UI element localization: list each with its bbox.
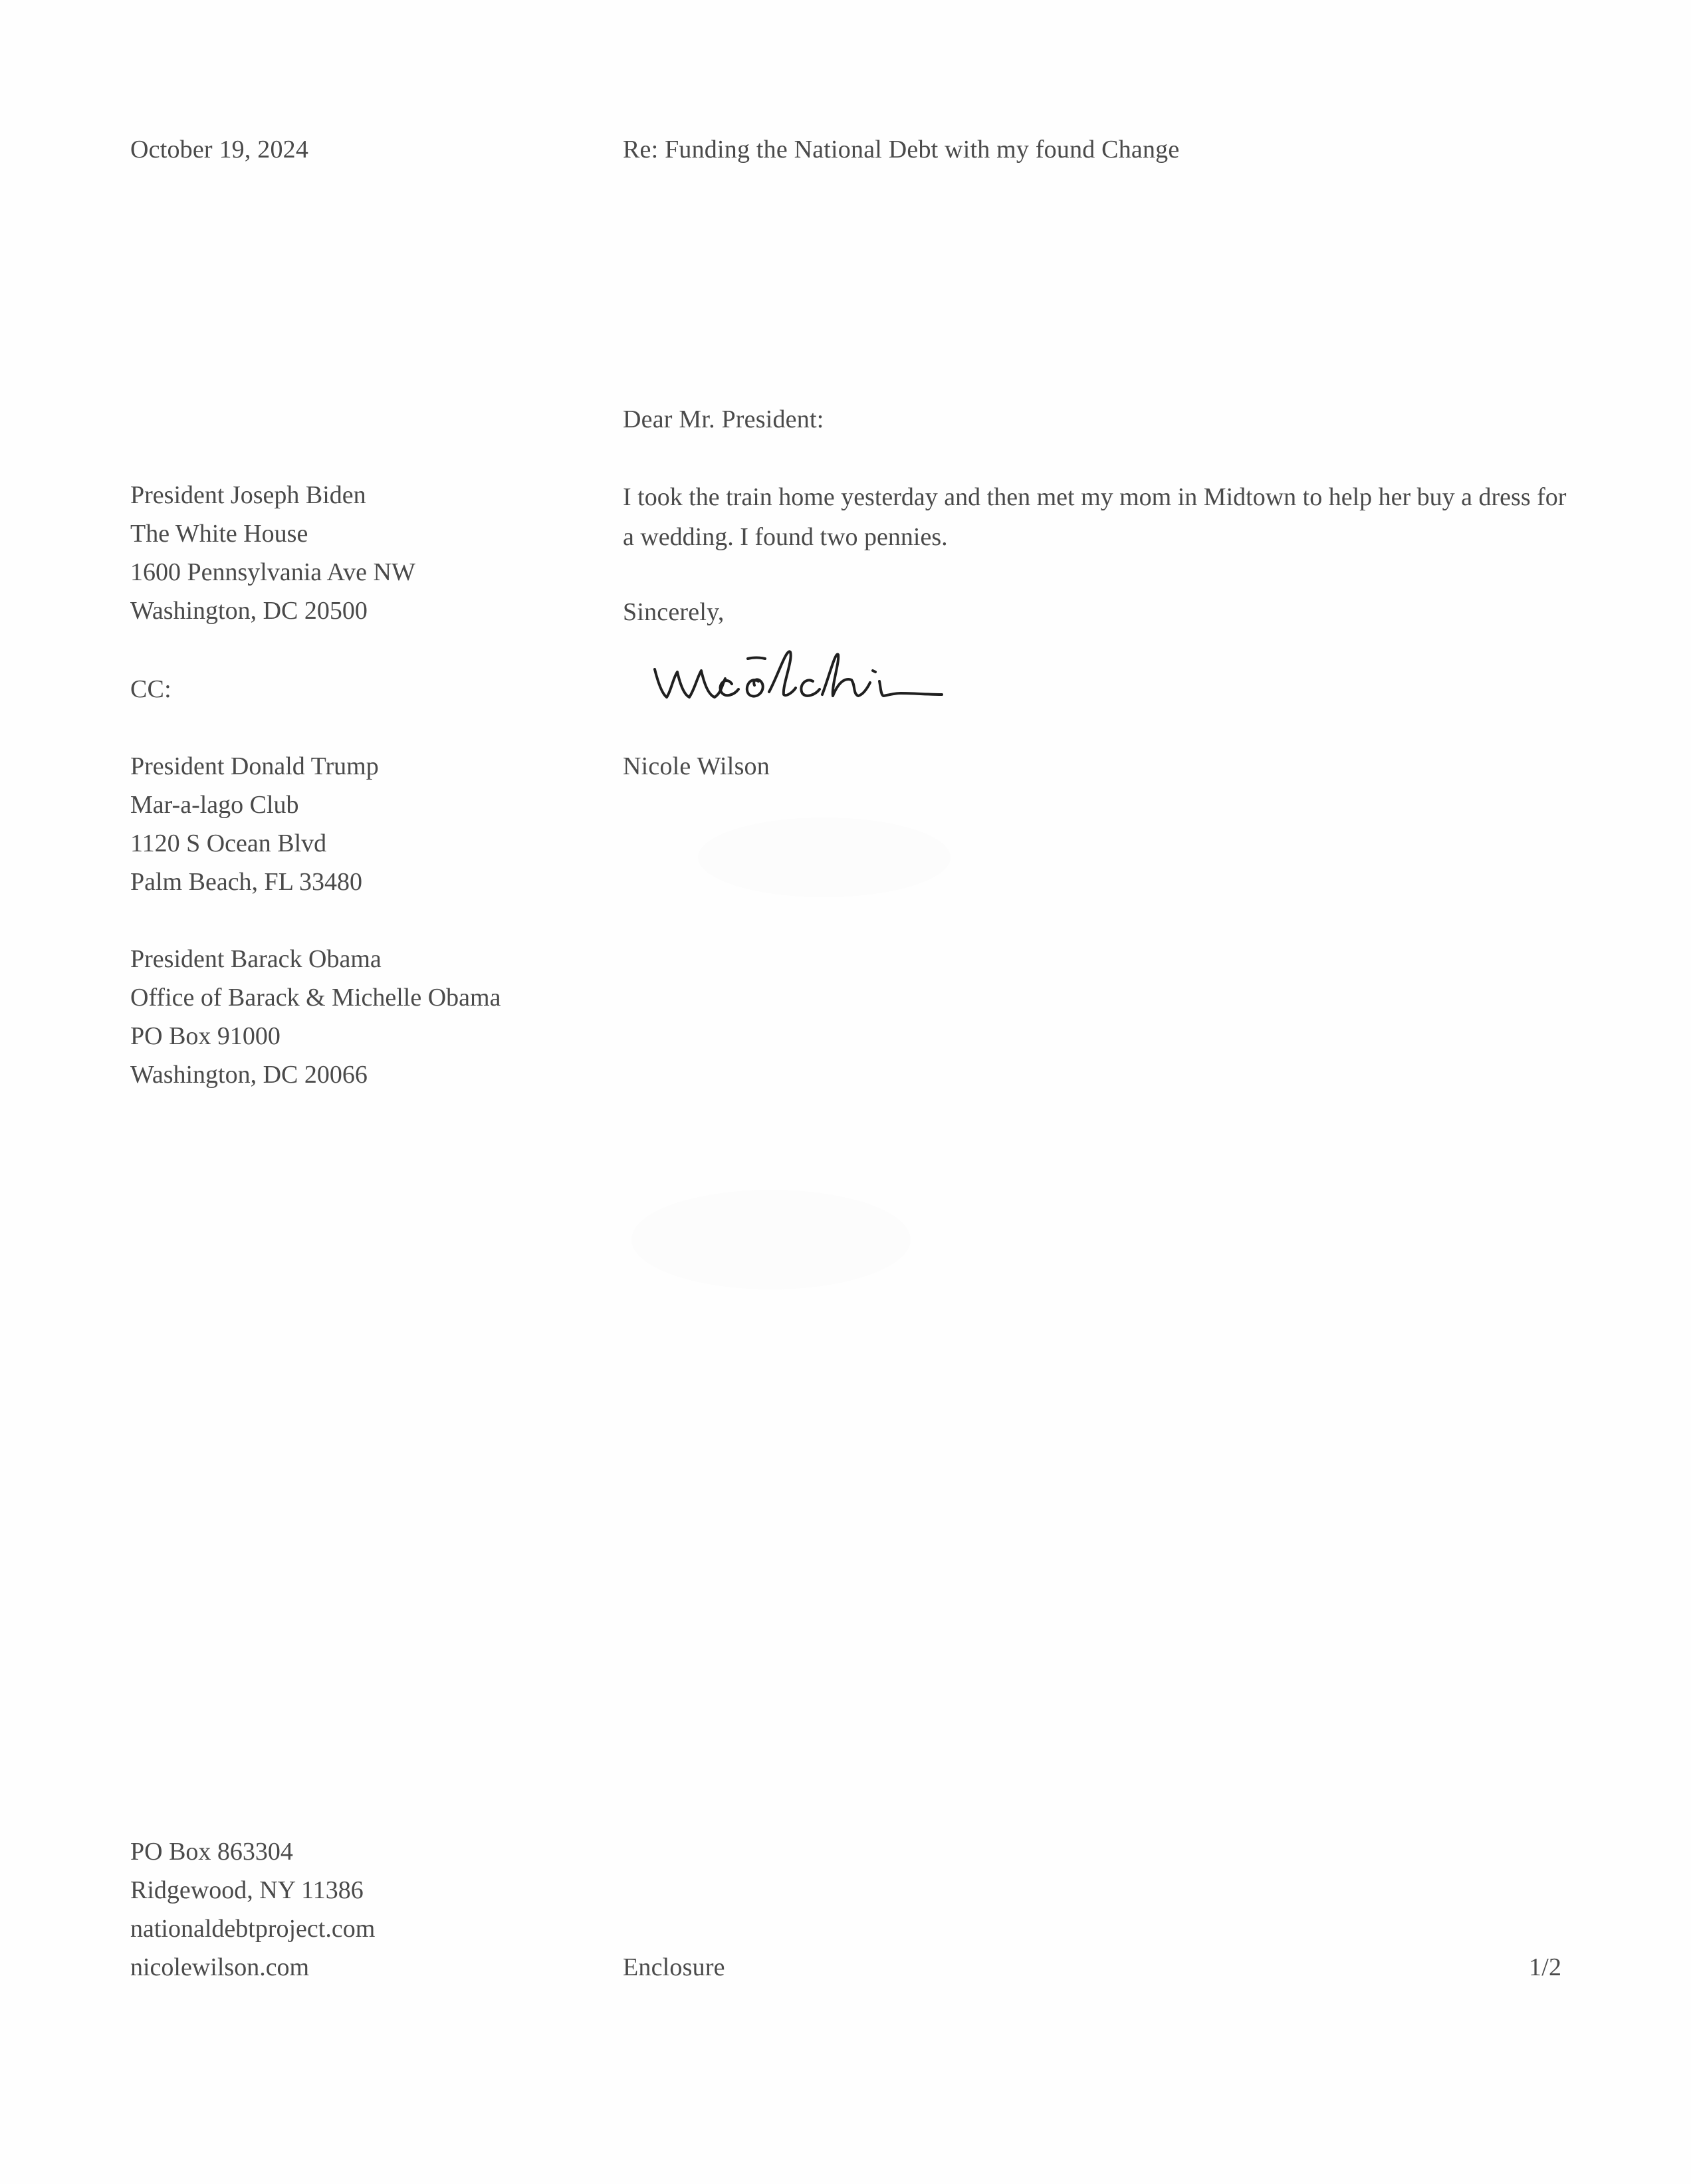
handwritten-signature xyxy=(648,628,994,714)
letter-body: I took the train home yesterday and then met my mom in Midtown to help her buy a dress for a wedding. I found two pennies. xyxy=(623,483,1567,551)
address-line: Washington, DC 20066 xyxy=(130,1061,368,1089)
address-line: President Joseph Biden xyxy=(130,481,366,509)
address-line: Office of Barack & Michelle Obama xyxy=(130,984,501,1012)
salutation: Dear Mr. President: xyxy=(623,405,824,433)
closing: Sincerely, xyxy=(623,598,725,626)
address-line: Washington, DC 20500 xyxy=(130,597,368,625)
address-line: 1600 Pennsylvania Ave NW xyxy=(130,558,415,586)
footer-line: Ridgewood, NY 11386 xyxy=(130,1876,364,1904)
footer-line: PO Box 863304 xyxy=(130,1838,293,1866)
footer-website: nationaldebtproject.com xyxy=(130,1915,376,1943)
cc-label: CC: xyxy=(130,675,171,703)
address-line: Palm Beach, FL 33480 xyxy=(130,868,362,896)
address-line: The White House xyxy=(130,520,308,548)
letter-date: October 19, 2024 xyxy=(130,136,309,164)
address-line: 1120 S Ocean Blvd xyxy=(130,829,327,857)
address-line: President Donald Trump xyxy=(130,752,379,780)
scan-smudge xyxy=(631,1190,911,1289)
page-number: 1/2 xyxy=(1529,1953,1562,1981)
cc-address-obama xyxy=(130,940,501,1094)
letter-subject: Re: Funding the National Debt with my found Change xyxy=(623,136,1180,164)
footer-sender-address xyxy=(130,1832,375,1987)
scan-smudge xyxy=(698,818,951,897)
address-line: Mar-a-lago Club xyxy=(130,791,299,819)
footer-website: nicolewilson.com xyxy=(130,1953,310,1981)
recipient-address xyxy=(130,476,415,630)
enclosure-note: Enclosure xyxy=(623,1953,725,1981)
cc-address-trump xyxy=(130,747,379,901)
address-line: President Barack Obama xyxy=(130,945,382,973)
sender-name: Nicole Wilson xyxy=(623,752,770,780)
address-line: PO Box 91000 xyxy=(130,1022,281,1050)
